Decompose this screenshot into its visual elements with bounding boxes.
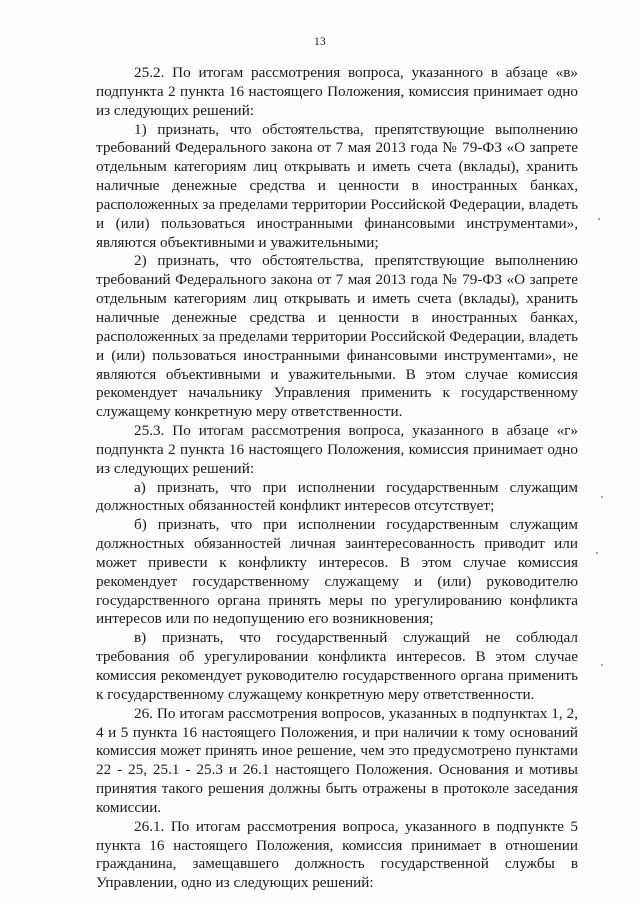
scan-speck bbox=[601, 664, 603, 666]
scan-speck bbox=[601, 496, 603, 498]
scan-speck bbox=[598, 218, 600, 220]
paragraph-26: 26. По итогам рассмотрения вопросов, указанных в подпунктах 1, 2, 4 и 5 пункта 16 настоящего Положения, и при наличии к тому оснований комиссия может принять иное решение, чем это предусмотрено пунктами 22 - 25, 25.1 - 25.3 и 26.1 настоящего Положения. Основания и мотивы принятия такого решения должны быть отражены в протоколе заседания комиссии. bbox=[96, 704, 578, 816]
paragraph-25-3-item-a: а) признать, что при исполнении государственным служащим должностных обязанностей конфликт интересов отсутствует; bbox=[96, 478, 578, 515]
paragraph-25-2-item-1: 1) признать, что обстоятельства, препятствующие выполнению требований Федерального закона от 7 мая 2013 года № 79-ФЗ «О запрете отдельным категориям лиц открывать и иметь счета (вклады), хранить наличные денежные средства и ценности в иностранных банках, расположенных за пределами территории Российской Федерации, владеть и (или) пользоваться иностранными финансовыми инструментами», являются объективными и уважительными; bbox=[96, 120, 578, 251]
page-number: 13 bbox=[314, 36, 326, 48]
paragraph-25-3: 25.3. По итогам рассмотрения вопроса, указанного в абзаце «г» подпункта 2 пункта 16 настоящего Положения, комиссия принимает одно из следующих решений: bbox=[96, 422, 578, 477]
paragraph-26-1: 26.1. По итогам рассмотрения вопроса, указанного в подпункте 5 пункта 16 настоящего Положения, комиссия принимает в отношении гражданина, замещавшего должность государственной службы в Управлении, одно из следующих решений: bbox=[96, 817, 578, 892]
scan-speck bbox=[596, 552, 598, 554]
paragraph-25-3-item-b: б) признать, что при исполнении государственным служащим должностных обязанностей личная заинтересованность приводит или может привести к конфликту интересов. В этом случае комиссия рекомендует государственному служащему и (или) руководителю государственного органа принять меры по урегулированию конфликта интересов или по недопущению его возникновения; bbox=[96, 516, 578, 628]
paragraph-25-2: 25.2. По итогам рассмотрения вопроса, указанного в абзаце «в» подпункта 2 пункта 16 настоящего Положения, комиссия принимает одно из следующих решений: bbox=[96, 64, 578, 119]
paragraph-25-3-item-v: в) признать, что государственный служащий не соблюдал требования об урегулировании конфликта интересов. В этом случае комиссия рекомендует руководителю государственного органа применить к государственному служащему конкретную меру ответственности. bbox=[96, 629, 578, 703]
document-body bbox=[96, 64, 578, 893]
paragraph-25-2-item-2: 2) признать, что обстоятельства, препятствующие выполнению требований Федерального закона от 7 мая 2013 года № 79-ФЗ «О запрете отдельным категориям лиц открывать и иметь счета (вклады), хранить наличные денежные средства и ценности в иностранных банках, расположенных за пределами территории Российской Федерации, владеть и (или) пользоваться иностранными финансовыми инструментами», не являются объективными и уважительными. В этом случае комиссия рекомендует начальнику Управления применить к государственному служащему конкретную меру ответственности. bbox=[96, 252, 578, 421]
